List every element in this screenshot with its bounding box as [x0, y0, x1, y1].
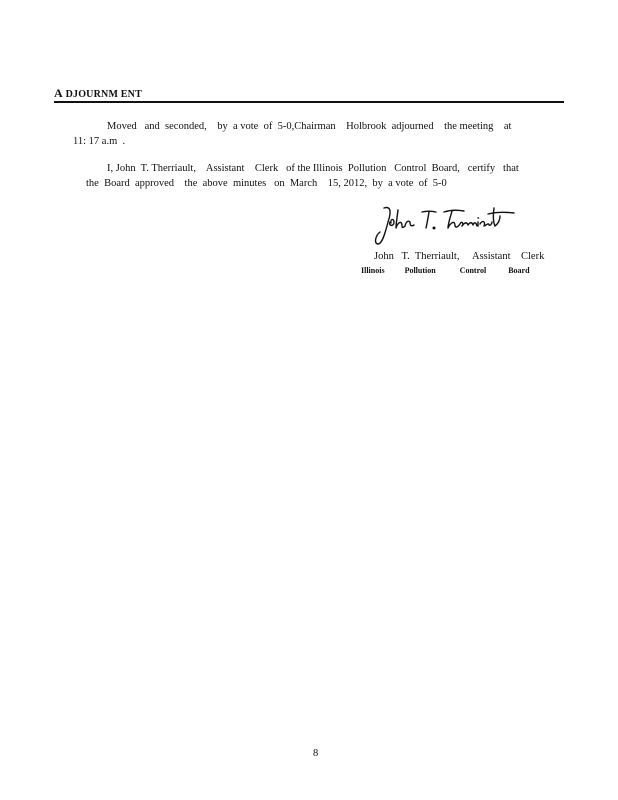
page-number: 8: [313, 748, 319, 759]
signatory-name-title: John T. Therriault, Assistant Clerk: [374, 251, 545, 262]
heading-initial: A: [54, 86, 63, 100]
certify-line-2: the Board approved the above minutes on March 15, 2012, by a vote of 5-0: [86, 178, 447, 189]
signature-text: John T. Therriault: [370, 200, 378, 201]
adjourn-line-2: 11: 17 a.m .: [73, 136, 126, 147]
signatory-organization: Illinois Pollution Control Board: [361, 266, 530, 275]
section-heading-adjournment: [54, 86, 142, 101]
handwritten-signature: [370, 200, 520, 248]
adjourn-line-1: Moved and seconded, by a vote of 5-0,Chairman Holbrook adjourned the meeting at: [107, 121, 512, 132]
heading-rule: [54, 101, 564, 103]
certify-line-1: I, John T. Therriault, Assistant Clerk of the Illinois Pollution Control Board, certify that: [107, 163, 519, 174]
heading-rest: DJOURNM ENT: [65, 89, 142, 100]
